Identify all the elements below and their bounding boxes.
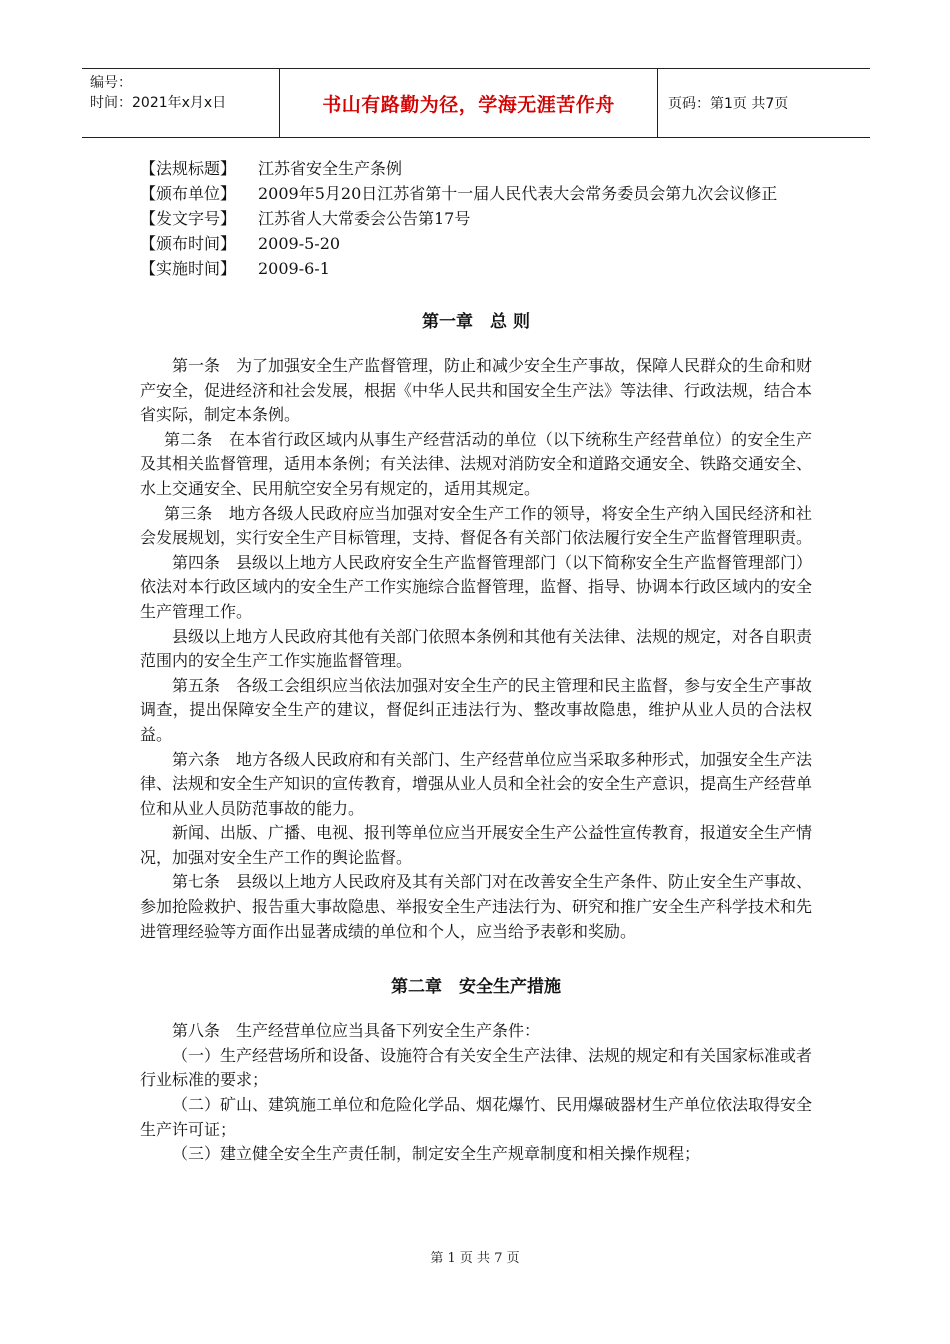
document-number-label: 编号： [90, 75, 132, 91]
header-left-cell [82, 69, 280, 137]
page-header-table [82, 68, 870, 138]
article-paragraph: （一）生产经营场所和设备、设施符合有关安全生产法律、法规的规定和有关国家标准或者行业标准的要求； [140, 1045, 813, 1090]
meta-label: 【实施时间】 [140, 259, 237, 278]
article-paragraph: 第八条 生产经营单位应当具备下列安全生产条件： [172, 1021, 541, 1041]
article-paragraph: 新闻、出版、广播、电视、报刊等单位应当开展安全生产公益性宣传教育，报道安全生产情况，加强对安全生产工作的舆论监督。 [140, 823, 813, 867]
meta-label: 【颁布单位】 [140, 184, 237, 203]
article-paragraph: 第一条 为了加强安全生产监督管理，防止和减少安全生产事故，保障人民群众的生命和财产安全，促进经济和社会发展，根据《中华人民共和国安全生产法》等法律、行政法规，结合本省实际，制定本条例。 [140, 356, 813, 425]
article-paragraph: 第二条 在本省行政区域内从事生产经营活动的单位（以下统称生产经营单位）的安全生产及其相关监督管理，适用本条例；有关法律、法规对消防安全和道路交通安全、铁路交通安全、水上交通安全、民用航空安全另有规定的，适用其规定。 [140, 429, 813, 498]
regulation-metadata [140, 156, 812, 281]
article-paragraph: 第四条 县级以上地方人民政府安全生产监督管理部门（以下简称安全生产监督管理部门）依法对本行政区域内的安全生产工作实施综合监督管理，监督、指导、协调本行政区域内的安全生产管理工作。 [140, 552, 813, 621]
meta-label: 【颁布时间】 [140, 234, 237, 253]
page-footer: 第 1 页 共 7 页 [430, 1251, 520, 1266]
article-paragraph: （二）矿山、建筑施工单位和危险化学品、烟花爆竹、民用爆破器材生产单位依法取得安全生产许可证； [140, 1095, 813, 1139]
meta-row-issuer [140, 181, 812, 206]
chapter-2-title: 第二章 安全生产措施 [391, 977, 561, 998]
article-paragraph: 第七条 县级以上地方人民政府及其有关部门对在改善安全生产条件、防止安全生产事故、参加抢险救护、报告重大事故隐患、举报安全生产违法行为、研究和推广安全生产科学技术和先进管理经验等方面作出显著成绩的单位和个人，应当给予表彰和奖励。 [140, 872, 813, 941]
chapter-1-body [140, 354, 812, 944]
meta-value: 2009-5-20 [258, 234, 341, 253]
article-paragraph: （三）建立健全安全生产责任制，制定安全生产规章制度和相关操作规程； [172, 1144, 701, 1164]
article-paragraph: 第六条 地方各级人民政府和有关部门、生产经营单位应当采取多种形式，加强安全生产法律、法规和安全生产知识的宣传教育，增强从业人员和全社会的安全生产意识，提高生产经营单位和从业人员防范事故的能力。 [140, 749, 813, 818]
meta-row-title [140, 156, 812, 181]
article-paragraph: 第五条 各级工会组织应当依法加强对安全生产的民主管理和民主监督，参与安全生产事故调查，提出保障安全生产的建议，督促纠正违法行为、整改事故隐患，维护从业人员的合法权益。 [140, 675, 813, 744]
meta-row-effective-date [140, 256, 812, 281]
header-page-info: 页码：第1页 共7页 [668, 96, 789, 112]
meta-value: 2009-6-1 [258, 259, 330, 278]
meta-label: 【发文字号】 [140, 209, 237, 228]
document-body [140, 156, 812, 1167]
article-paragraph: 县级以上地方人民政府其他有关部门依照本条例和其他有关法律、法规的规定，对各自职责范围内的安全生产工作实施监督管理。 [140, 626, 813, 671]
meta-value: 江苏省安全生产条例 [258, 159, 403, 178]
meta-value: 江苏省人大常委会公告第17号 [258, 209, 471, 228]
meta-value: 2009年5月20日江苏省第十一届人民代表大会常务委员会第九次会议修正 [258, 184, 778, 203]
header-motto: 书山有路勤为径，学海无涯苦作舟 [280, 69, 658, 137]
meta-row-issue-date [140, 231, 812, 256]
article-paragraph: 第三条 地方各级人民政府应当加强对安全生产工作的领导，将安全生产纳入国民经济和社会发展规划，实行安全生产目标管理，支持、督促各有关部门依法履行安全生产监督管理职责。 [140, 503, 813, 548]
document-date: 时间：2021年x月x日 [90, 95, 227, 111]
chapter-2-body [140, 1019, 812, 1167]
chapter-1-title: 第一章 总 则 [422, 312, 530, 332]
meta-label: 【法规标题】 [140, 159, 237, 178]
meta-row-doc-number [140, 206, 812, 231]
